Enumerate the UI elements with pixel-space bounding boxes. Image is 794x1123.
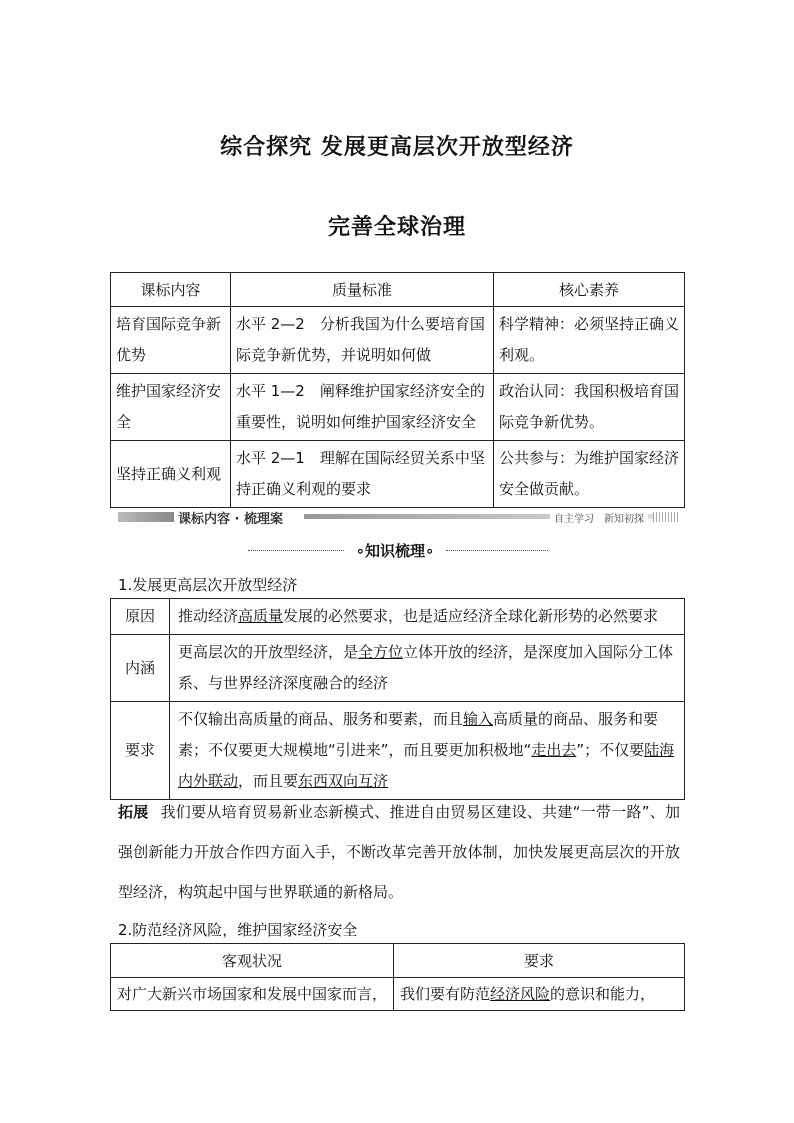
header-cell: 核心素养	[494, 273, 685, 307]
extension-paragraph	[118, 792, 680, 912]
section-title: 1.发展更高层次开放型经济	[118, 576, 298, 594]
table-row	[111, 978, 685, 1011]
underlined-term: 经济风险	[490, 985, 551, 1003]
banner-right-text: 自主学习 新知初探	[550, 510, 648, 525]
table-row	[111, 635, 685, 702]
table-cell: 公共参与：为维护国家经济安全做贡献。	[494, 441, 685, 508]
table-cell: 科学精神：必须坚持正确义利观。	[494, 307, 685, 374]
table-cell: 坚持正确义利观	[111, 441, 231, 508]
table-cell: 水平 2—2 分析我国为什么要培育国际竞争新优势，并说明如何做	[231, 307, 494, 374]
table-row	[111, 441, 685, 508]
table-header-row	[111, 273, 685, 307]
table-row	[111, 599, 685, 635]
underlined-term: 走出去	[531, 741, 577, 759]
open-economy-table	[110, 598, 685, 800]
table-cell: 政治认同：我国积极培育国际竞争新优势。	[494, 374, 685, 441]
dotted-divider	[248, 550, 344, 551]
extension-tag: 拓展	[118, 803, 149, 821]
header-cell: 客观状况	[111, 944, 394, 978]
banner-decoration	[653, 512, 680, 522]
page-title: 综合探究 发展更高层次开放型经济	[220, 135, 574, 160]
table-cell: 水平 2—1 理解在国际经贸关系中坚持正确义利观的要求	[231, 441, 494, 508]
banner-label: 课标内容 · 梳理案	[178, 512, 283, 527]
knowledge-heading: ∘知识梳理∘	[248, 540, 548, 560]
underlined-term: 高质量	[238, 607, 284, 625]
table-cell: 维护国家经济安全	[111, 374, 231, 441]
table-row	[111, 702, 685, 800]
underlined-term: 全方位	[358, 643, 404, 661]
row-content: 推动经济高质量发展的必然要求，也是适应经济全球化新形势的必然要求	[170, 599, 685, 635]
dotted-divider	[446, 550, 548, 551]
table-row	[111, 374, 685, 441]
section-banner	[118, 509, 680, 525]
economic-security-table	[110, 943, 685, 1011]
page-subtitle: 完善全球治理	[327, 215, 466, 240]
underlined-term: 陆海内外联动	[178, 741, 675, 790]
curriculum-standards-table	[110, 272, 685, 508]
banner-decoration	[118, 512, 174, 522]
row-content: 不仅输出高质量的商品、服务和要素，而且输入高质量的商品、服务和要素；不仅要更大规模地“引进来”，而且要更加积极地“走出去”；不仅要陆海内外联动，而且要东西双向互济	[170, 702, 685, 800]
underlined-term: 东西双向互济	[298, 772, 389, 790]
row-content: 更高层次的开放型经济，是全方位立体开放的经济，是深度加入国际分工体系、与世界经济深度融合的经济	[170, 635, 685, 702]
extension-text: 我们要从培育贸易新业态新模式、推进自由贸易区建设、共建“一带一路”、加强创新能力开放合作四方面入手，不断改革完善开放体制，加快发展更高层次的开放型经济，构筑起中国与世界联通的新格局。	[118, 803, 680, 901]
header-cell: 质量标准	[231, 273, 494, 307]
table-row	[111, 307, 685, 374]
table-cell: 我们要有防范经济风险的意识和能力，	[394, 978, 685, 1011]
table-header-row	[111, 944, 685, 978]
table-cell: 培育国际竞争新优势	[111, 307, 231, 374]
header-cell: 要求	[394, 944, 685, 978]
table-cell: 水平 1—2 阐释维护国家经济安全的重要性，说明如何维护国家经济安全	[231, 374, 494, 441]
section-title: 2.防范经济风险，维护国家经济安全	[118, 921, 358, 939]
heading-text: 知识梳理	[364, 542, 425, 560]
underlined-term: 输入	[463, 710, 494, 728]
row-key: 要求	[111, 702, 170, 800]
header-cell: 课标内容	[111, 273, 231, 307]
row-key: 内涵	[111, 635, 170, 702]
row-key: 原因	[111, 599, 170, 635]
table-cell: 对广大新兴市场国家和发展中国家而言，	[111, 978, 394, 1011]
